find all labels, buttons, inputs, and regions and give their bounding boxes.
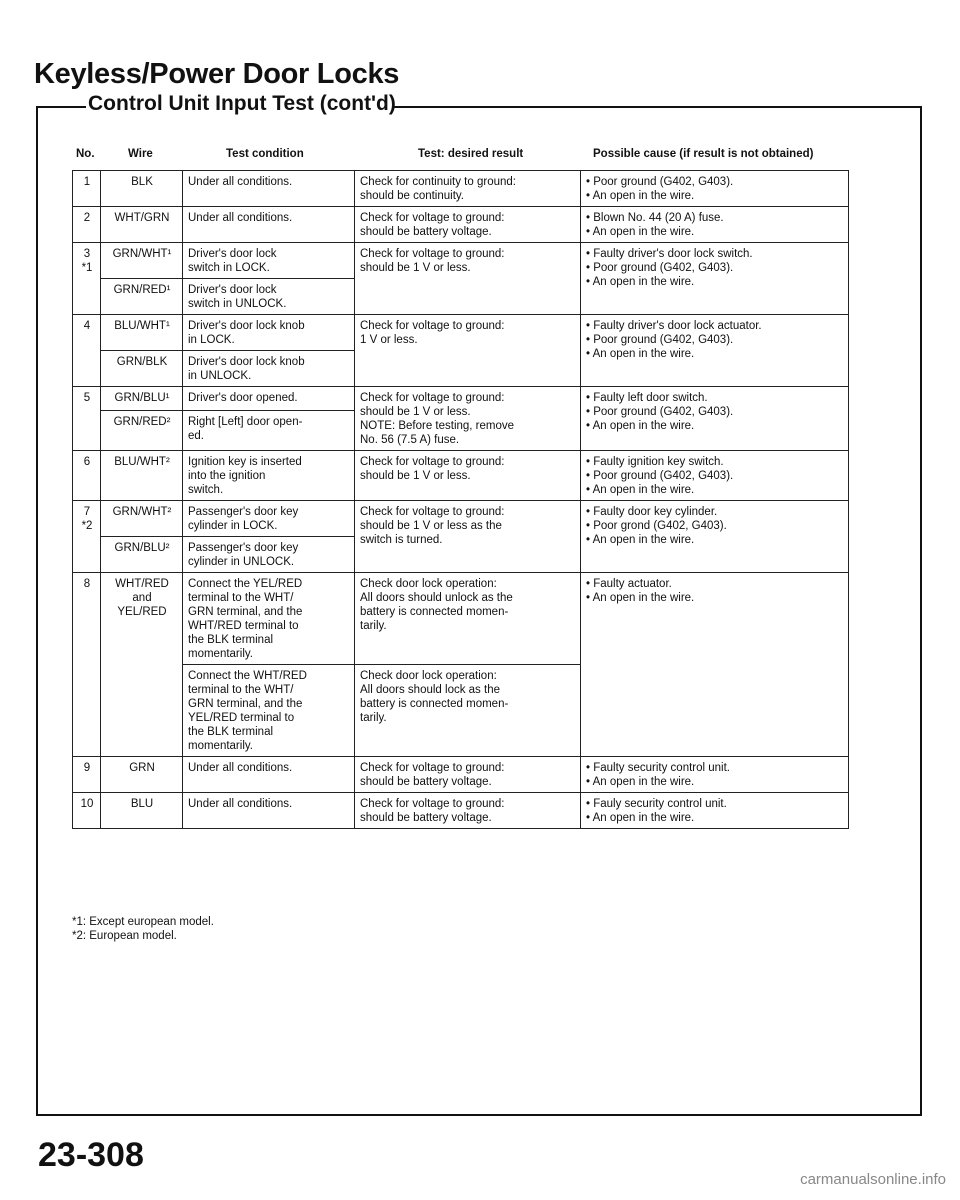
watermark: carmanualsonline.info <box>800 1171 946 1188</box>
table-row <box>73 501 849 537</box>
test-condition: Ignition key is inserted into the ignition switch. <box>183 451 355 501</box>
page-number: 23-308 <box>38 1136 144 1174</box>
possible-cause: • Faulty door key cylinder. • Poor grond (G402, G403). • An open in the wire. <box>581 501 849 573</box>
test-condition: Under all conditions. <box>183 757 355 793</box>
row-number: 3 *1 <box>73 243 101 315</box>
wire-color: WHT/GRN <box>101 207 183 243</box>
test-condition: Under all conditions. <box>183 207 355 243</box>
column-header-no: No. <box>76 148 95 160</box>
desired-result: Check for voltage to ground: should be battery voltage. <box>355 207 581 243</box>
possible-cause: • Faulty driver's door lock actuator. • Poor ground (G402, G403). • An open in the wire. <box>581 315 849 387</box>
test-condition: Under all conditions. <box>183 793 355 829</box>
test-condition: Passenger's door key cylinder in LOCK. <box>183 501 355 537</box>
wire-color: BLK <box>101 171 183 207</box>
column-header-cause: Possible cause (if result is not obtained) <box>593 148 814 160</box>
test-condition: Right [Left] door open- ed. <box>183 411 355 451</box>
section-title: Control Unit Input Test (cont'd) <box>88 92 396 115</box>
desired-result: Check door lock operation: All doors should unlock as the battery is connected momen- tarily. <box>355 573 581 665</box>
row-number: 2 <box>73 207 101 243</box>
wire-color: GRN <box>101 757 183 793</box>
desired-result: Check for voltage to ground: should be 1 V or less. <box>355 243 581 315</box>
desired-result: Check for continuity to ground: should be continuity. <box>355 171 581 207</box>
test-condition: Connect the YEL/RED terminal to the WHT/ GRN terminal, and the WHT/RED terminal to the BLK terminal momentarily. <box>183 573 355 665</box>
column-header-wire: Wire <box>128 148 153 160</box>
wire-color: GRN/BLU¹ <box>101 387 183 411</box>
possible-cause: • Faulty security control unit. • An open in the wire. <box>581 757 849 793</box>
possible-cause: • Faulty driver's door lock switch. • Poor ground (G402, G403). • An open in the wire. <box>581 243 849 315</box>
desired-result: Check for voltage to ground: should be 1 V or less as the switch is turned. <box>355 501 581 573</box>
row-number: 9 <box>73 757 101 793</box>
test-condition: Connect the WHT/RED terminal to the WHT/ GRN terminal, and the YEL/RED terminal to the BLK terminal momentarily. <box>183 665 355 757</box>
footnote-1: *1: Except european model. <box>72 916 214 928</box>
table-row <box>73 451 849 501</box>
row-number: 6 <box>73 451 101 501</box>
table-row <box>73 573 849 665</box>
test-condition: Driver's door lock switch in UNLOCK. <box>183 279 355 315</box>
wire-color: BLU/WHT² <box>101 451 183 501</box>
table-row <box>73 757 849 793</box>
possible-cause: • Blown No. 44 (20 A) fuse. • An open in the wire. <box>581 207 849 243</box>
desired-result: Check door lock operation: All doors should lock as the battery is connected momen- tarily. <box>355 665 581 757</box>
wire-color: GRN/RED² <box>101 411 183 451</box>
test-table <box>72 170 849 829</box>
wire-color: GRN/WHT² <box>101 501 183 537</box>
table-row <box>73 387 849 411</box>
column-header-result: Test: desired result <box>418 148 524 160</box>
page-title: Keyless/Power Door Locks <box>34 58 400 90</box>
wire-color: WHT/RED and YEL/RED <box>101 573 183 757</box>
test-condition: Driver's door lock knob in UNLOCK. <box>183 351 355 387</box>
test-condition: Under all conditions. <box>183 171 355 207</box>
wire-color: GRN/WHT¹ <box>101 243 183 279</box>
desired-result: Check for voltage to ground: 1 V or less. <box>355 315 581 387</box>
test-condition: Passenger's door key cylinder in UNLOCK. <box>183 537 355 573</box>
desired-result: Check for voltage to ground: should be 1 V or less. NOTE: Before testing, remove No. 56 (7.5 A) fuse. <box>355 387 581 451</box>
row-number: 7 *2 <box>73 501 101 573</box>
test-condition: Driver's door lock switch in LOCK. <box>183 243 355 279</box>
test-condition: Driver's door lock knob in LOCK. <box>183 315 355 351</box>
table-row <box>73 171 849 207</box>
table-row <box>73 207 849 243</box>
wire-color: BLU <box>101 793 183 829</box>
footnote-2: *2: European model. <box>72 930 177 942</box>
possible-cause: • Faulty actuator. • An open in the wire. <box>581 573 849 757</box>
table-row <box>73 793 849 829</box>
possible-cause: • Poor ground (G402, G403). • An open in the wire. <box>581 171 849 207</box>
possible-cause: • Faulty ignition key switch. • Poor ground (G402, G403). • An open in the wire. <box>581 451 849 501</box>
table-row <box>73 243 849 279</box>
possible-cause: • Faulty left door switch. • Poor ground (G402, G403). • An open in the wire. <box>581 387 849 451</box>
column-header-condition: Test condition <box>226 148 304 160</box>
column-headers <box>0 148 960 166</box>
row-number: 4 <box>73 315 101 387</box>
wire-color: BLU/WHT¹ <box>101 315 183 351</box>
footnotes <box>72 915 214 943</box>
wire-color: GRN/BLU² <box>101 537 183 573</box>
row-number: 8 <box>73 573 101 757</box>
row-number: 10 <box>73 793 101 829</box>
desired-result: Check for voltage to ground: should be battery voltage. <box>355 793 581 829</box>
wire-color: GRN/BLK <box>101 351 183 387</box>
desired-result: Check for voltage to ground: should be battery voltage. <box>355 757 581 793</box>
row-number: 1 <box>73 171 101 207</box>
row-number: 5 <box>73 387 101 451</box>
possible-cause: • Fauly security control unit. • An open in the wire. <box>581 793 849 829</box>
wire-color: GRN/RED¹ <box>101 279 183 315</box>
test-condition: Driver's door opened. <box>183 387 355 411</box>
table-row <box>73 315 849 351</box>
desired-result: Check for voltage to ground: should be 1 V or less. <box>355 451 581 501</box>
